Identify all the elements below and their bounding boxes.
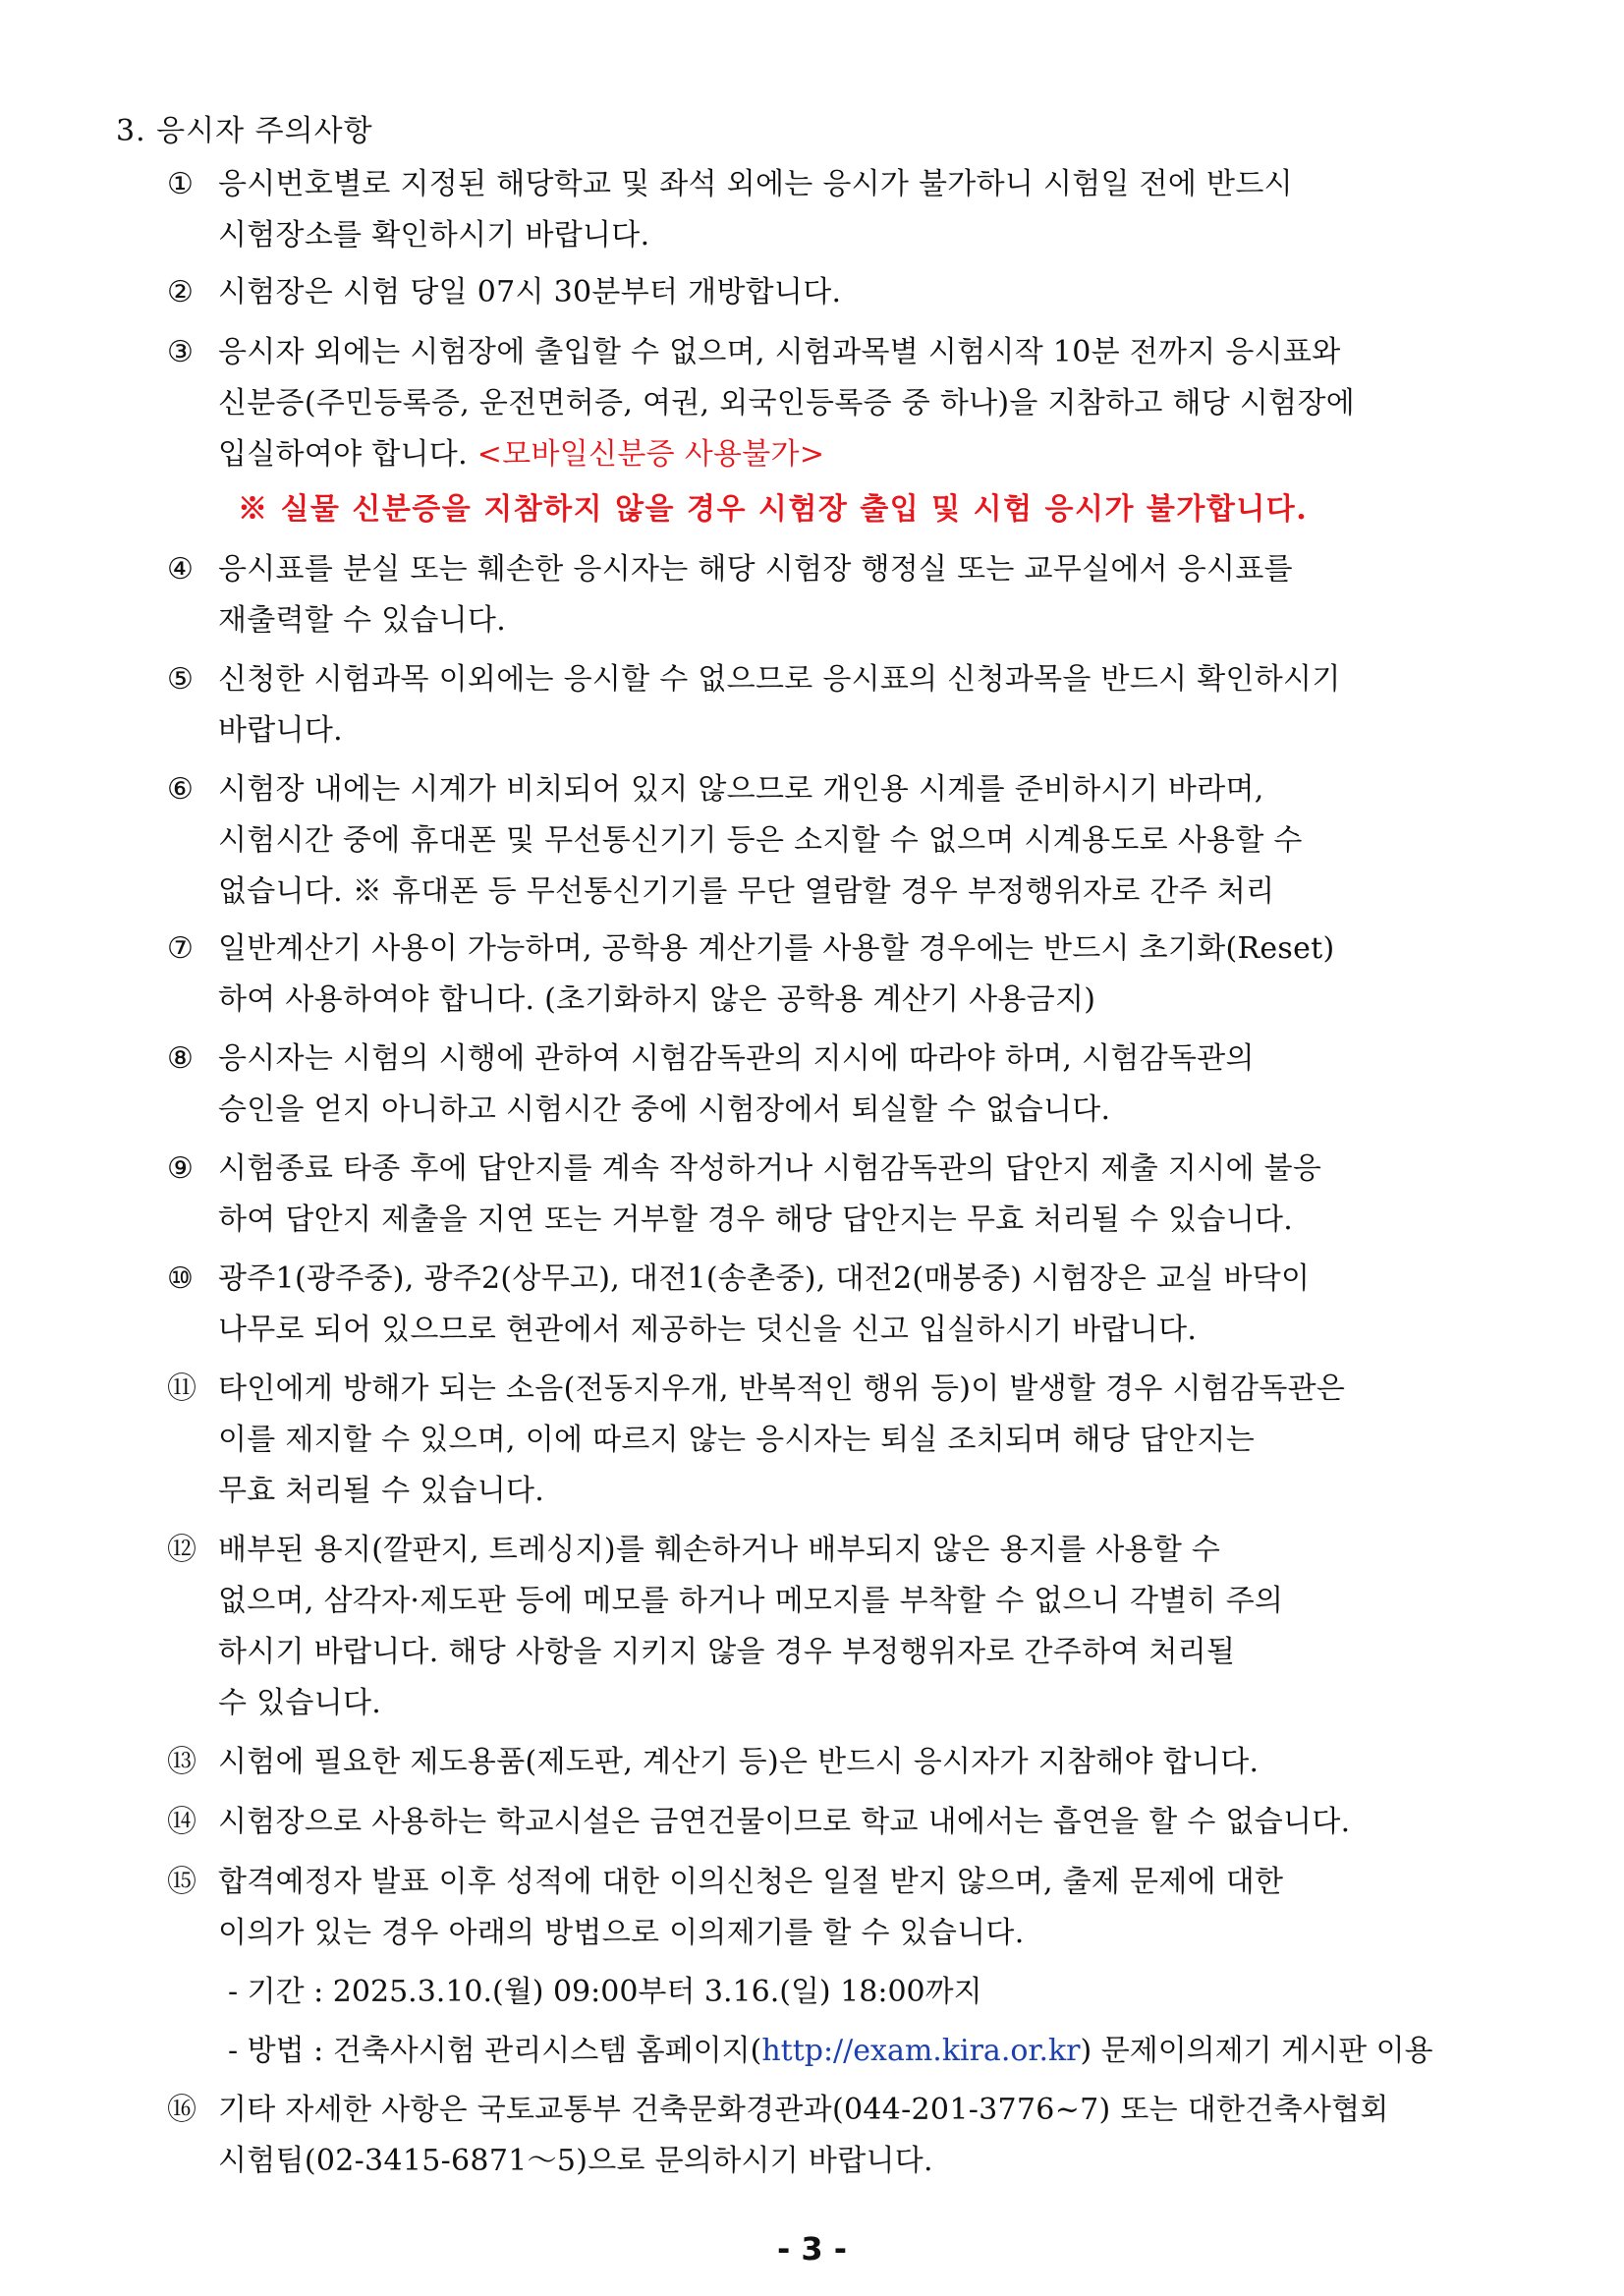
item-text-line: 응시자 외에는 시험장에 출입할 수 없으며, 시험과목별 시험시작 10분 전까지 응시표와 bbox=[218, 335, 1341, 369]
item-text-line: 응시자는 시험의 시행에 관하여 시험감독관의 지시에 따라야 하며, 시험감독관의 bbox=[218, 1041, 1255, 1076]
appeal-method-prefix: - 방법 : 건축사시험 관리시스템 홈페이지( bbox=[228, 2034, 762, 2068]
item-text-line: 수 있습니다. bbox=[218, 1686, 382, 1720]
item-number: ⑩ bbox=[167, 1261, 194, 1296]
item-number: ④ bbox=[167, 552, 194, 587]
item-text-line: 승인을 얻지 아니하고 시험시간 중에 시험장에서 퇴실할 수 없습니다. bbox=[218, 1092, 1111, 1127]
appeal-method-suffix: ) 문제이의제기 게시판 이용 bbox=[1080, 2034, 1433, 2068]
item-text-line: 신청한 시험과목 이외에는 응시할 수 없으므로 응시표의 신청과목을 반드시 확인하시기 bbox=[218, 662, 1341, 697]
item-text-line: 합격예정자 발표 이후 성적에 대한 이의신청은 일절 받지 않으며, 출제 문제에 대한 bbox=[218, 1865, 1284, 1899]
item-text-line: 재출력할 수 있습니다. bbox=[218, 603, 507, 638]
item-text-line: 배부된 용지(깔판지, 트레싱지)를 훼손하거나 배부되지 않은 용지를 사용할 수 bbox=[218, 1533, 1221, 1567]
item-text-line: 없습니다. ※ 휴대폰 등 무선통신기기를 무단 열람할 경우 부정행위자로 간주 처리 bbox=[218, 874, 1275, 909]
item-number: ③ bbox=[167, 335, 194, 369]
item-text-line: 시험에 필요한 제도용품(제도판, 계산기 등)은 반드시 응시자가 지참해야 합니다. bbox=[218, 1745, 1260, 1779]
item-text-line: 무효 처리될 수 있습니다. bbox=[218, 1474, 545, 1508]
item-text-line: 광주1(광주중), 광주2(상무고), 대전1(송촌중), 대전2(매봉중) 시험장은 교실 바닥이 bbox=[218, 1261, 1311, 1296]
item-number: ⑦ bbox=[167, 931, 194, 966]
item-text-line: 나무로 되어 있으므로 현관에서 제공하는 덧신을 신고 입실하시기 바랍니다. bbox=[218, 1313, 1198, 1347]
item-text-line: 신분증(주민등록증, 운전면허증, 여권, 외국인등록증 중 하나)을 지참하고 해당 시험장에 bbox=[218, 386, 1356, 420]
item-number: ⑯ bbox=[167, 2093, 196, 2127]
item-number: ⑫ bbox=[167, 1533, 196, 1567]
item-number: ⑪ bbox=[167, 1372, 196, 1406]
item-number: ⑬ bbox=[167, 1745, 196, 1779]
item-text: 입실하여야 합니다. bbox=[218, 437, 468, 472]
appeal-method bbox=[228, 2026, 1433, 2077]
item-text-line: 시험장은 시험 당일 07시 30분부터 개방합니다. bbox=[218, 275, 842, 309]
exam-site-link[interactable]: http://exam.kira.or.kr bbox=[761, 2034, 1081, 2068]
item-text-line: 시험팀(02-3415-6871～5)으로 문의하시기 바랍니다. bbox=[218, 2144, 933, 2178]
item-text-line: 시험장으로 사용하는 학교시설은 금연건물이므로 학교 내에서는 흡연을 할 수 없습니다. bbox=[218, 1805, 1351, 1839]
item-text-line: 기타 자세한 사항은 국토교통부 건축문화경관과(044-201-3776~7) 또는 대한건축사협회 bbox=[218, 2093, 1389, 2127]
item-text-line: 하여 사용하여야 합니다. (초기화하지 않은 공학용 계산기 사용금지) bbox=[218, 982, 1096, 1017]
mobile-id-warning: <모바일신분증 사용불가> bbox=[476, 437, 825, 472]
item-text-line: 이의가 있는 경우 아래의 방법으로 이의제기를 할 수 있습니다. bbox=[218, 1916, 1025, 1950]
item-text-line: 시험종료 타종 후에 답안지를 계속 작성하거나 시험감독관의 답안지 제출 지시에 불응 bbox=[218, 1151, 1322, 1186]
item-number: ⑮ bbox=[167, 1865, 196, 1899]
item-text-line: 응시표를 분실 또는 훼손한 응시자는 해당 시험장 행정실 또는 교무실에서 응시표를 bbox=[218, 552, 1293, 587]
item-number: ⑨ bbox=[167, 1151, 194, 1186]
item-text-line: 시험시간 중에 휴대폰 및 무선통신기기 등은 소지할 수 없으며 시계용도로 사용할 수 bbox=[218, 823, 1303, 858]
item-text-line: 이를 제지할 수 있으며, 이에 따르지 않는 응시자는 퇴실 조치되며 해당 답안지는 bbox=[218, 1423, 1255, 1457]
item-text-line: 시험장소를 확인하시기 바랍니다. bbox=[218, 218, 650, 252]
item-number: ⑥ bbox=[167, 772, 194, 807]
item-number: ⑤ bbox=[167, 662, 194, 697]
item-text-line: 시험장 내에는 시계가 비치되어 있지 않으므로 개인용 시계를 준비하시기 바라며, bbox=[218, 772, 1264, 807]
item-text-line: 하시기 바랍니다. 해당 사항을 지키지 않을 경우 부정행위자로 간주하여 처리될 bbox=[218, 1635, 1236, 1669]
item-text-line: 응시번호별로 지정된 해당학교 및 좌석 외에는 응시가 불가하니 시험일 전에 반드시 bbox=[218, 167, 1293, 201]
item-number: ⑭ bbox=[167, 1805, 196, 1839]
id-requirement-warning: ※ 실물 신분증을 지참하지 않을 경우 시험장 출입 및 시험 응시가 불가합니다. bbox=[238, 492, 1309, 527]
item-text-line: 바랍니다. bbox=[218, 713, 343, 748]
appeal-period: - 기간 : 2025.3.10.(월) 09:00부터 3.16.(일) 18:00까지 bbox=[228, 1975, 982, 2009]
item-text-line bbox=[218, 429, 1525, 480]
item-number: ① bbox=[167, 167, 194, 201]
section-title: 3. 응시자 주의사항 bbox=[116, 114, 373, 148]
item-text-line: 타인에게 방해가 되는 소음(전동지우개, 반복적인 행위 등)이 발생할 경우 시험감독관은 bbox=[218, 1372, 1346, 1406]
page-number: - 3 - bbox=[776, 2230, 848, 2268]
item-text-line: 하여 답안지 제출을 지연 또는 거부할 경우 해당 답안지는 무효 처리될 수 있습니다. bbox=[218, 1203, 1294, 1237]
item-number: ⑧ bbox=[167, 1041, 194, 1076]
item-text-line: 일반계산기 사용이 가능하며, 공학용 계산기를 사용할 경우에는 반드시 초기화(Reset) bbox=[218, 931, 1335, 966]
item-text-line: 없으며, 삼각자·제도판 등에 메모를 하거나 메모지를 부착할 수 없으니 각별히 주의 bbox=[218, 1584, 1284, 1618]
item-number: ② bbox=[167, 275, 194, 309]
